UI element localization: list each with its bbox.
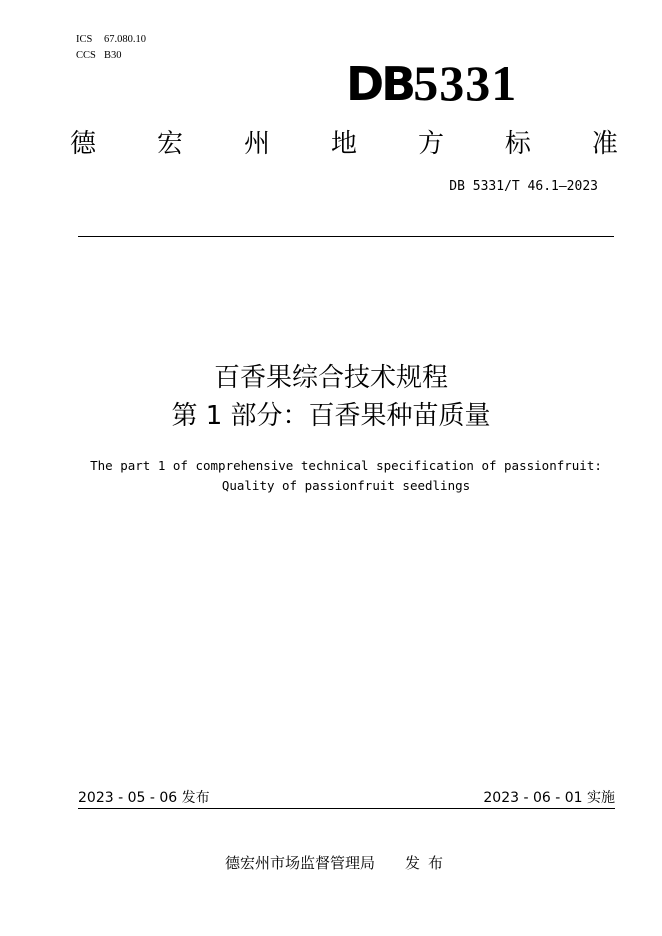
standard-type-heading (70, 122, 618, 166)
ccs-value: B30 (104, 50, 122, 61)
standard-type-char: 准 (591, 129, 618, 159)
standard-type-char: 标 (504, 129, 531, 159)
issuer (0, 852, 662, 874)
standard-type-char: 州 (243, 129, 270, 159)
standard-type-char: 宏 (156, 129, 183, 159)
issuer-name: 德宏州市场监督管理局 (224, 854, 375, 872)
db-prefix: DB (346, 57, 414, 111)
ics-line (76, 32, 146, 48)
standard-type-char: 地 (330, 129, 357, 159)
publish-date: 2023 - 05 - 06 发布 (78, 790, 210, 806)
title-line-2: 第 1 部分：百香果种苗质量 (171, 401, 491, 431)
db-standard-code (346, 54, 566, 112)
issuer-verb: 发布 (405, 854, 452, 872)
classification-codes (76, 32, 146, 64)
title-line-1: 百香果综合技术规程 (213, 363, 448, 393)
implement-date: 2023 - 06 - 01 实施 (483, 790, 615, 806)
english-title-line-2: Quality of passionfruit seedlings (221, 478, 471, 493)
top-divider (78, 236, 614, 237)
standard-number: DB 5331/T 46.1—2023 (449, 179, 598, 194)
ccs-label: CCS (76, 50, 96, 61)
db-number: 5331 (413, 55, 518, 111)
standard-type-char: 方 (417, 129, 444, 159)
ics-value: 67.080.10 (104, 34, 146, 45)
english-title-line-1: The part 1 of comprehensive technical specification of passionfruit: (90, 458, 602, 473)
bottom-divider (78, 808, 615, 809)
ccs-line (76, 48, 146, 64)
ics-label: ICS (76, 34, 93, 45)
standard-type-char: 德 (70, 129, 97, 159)
